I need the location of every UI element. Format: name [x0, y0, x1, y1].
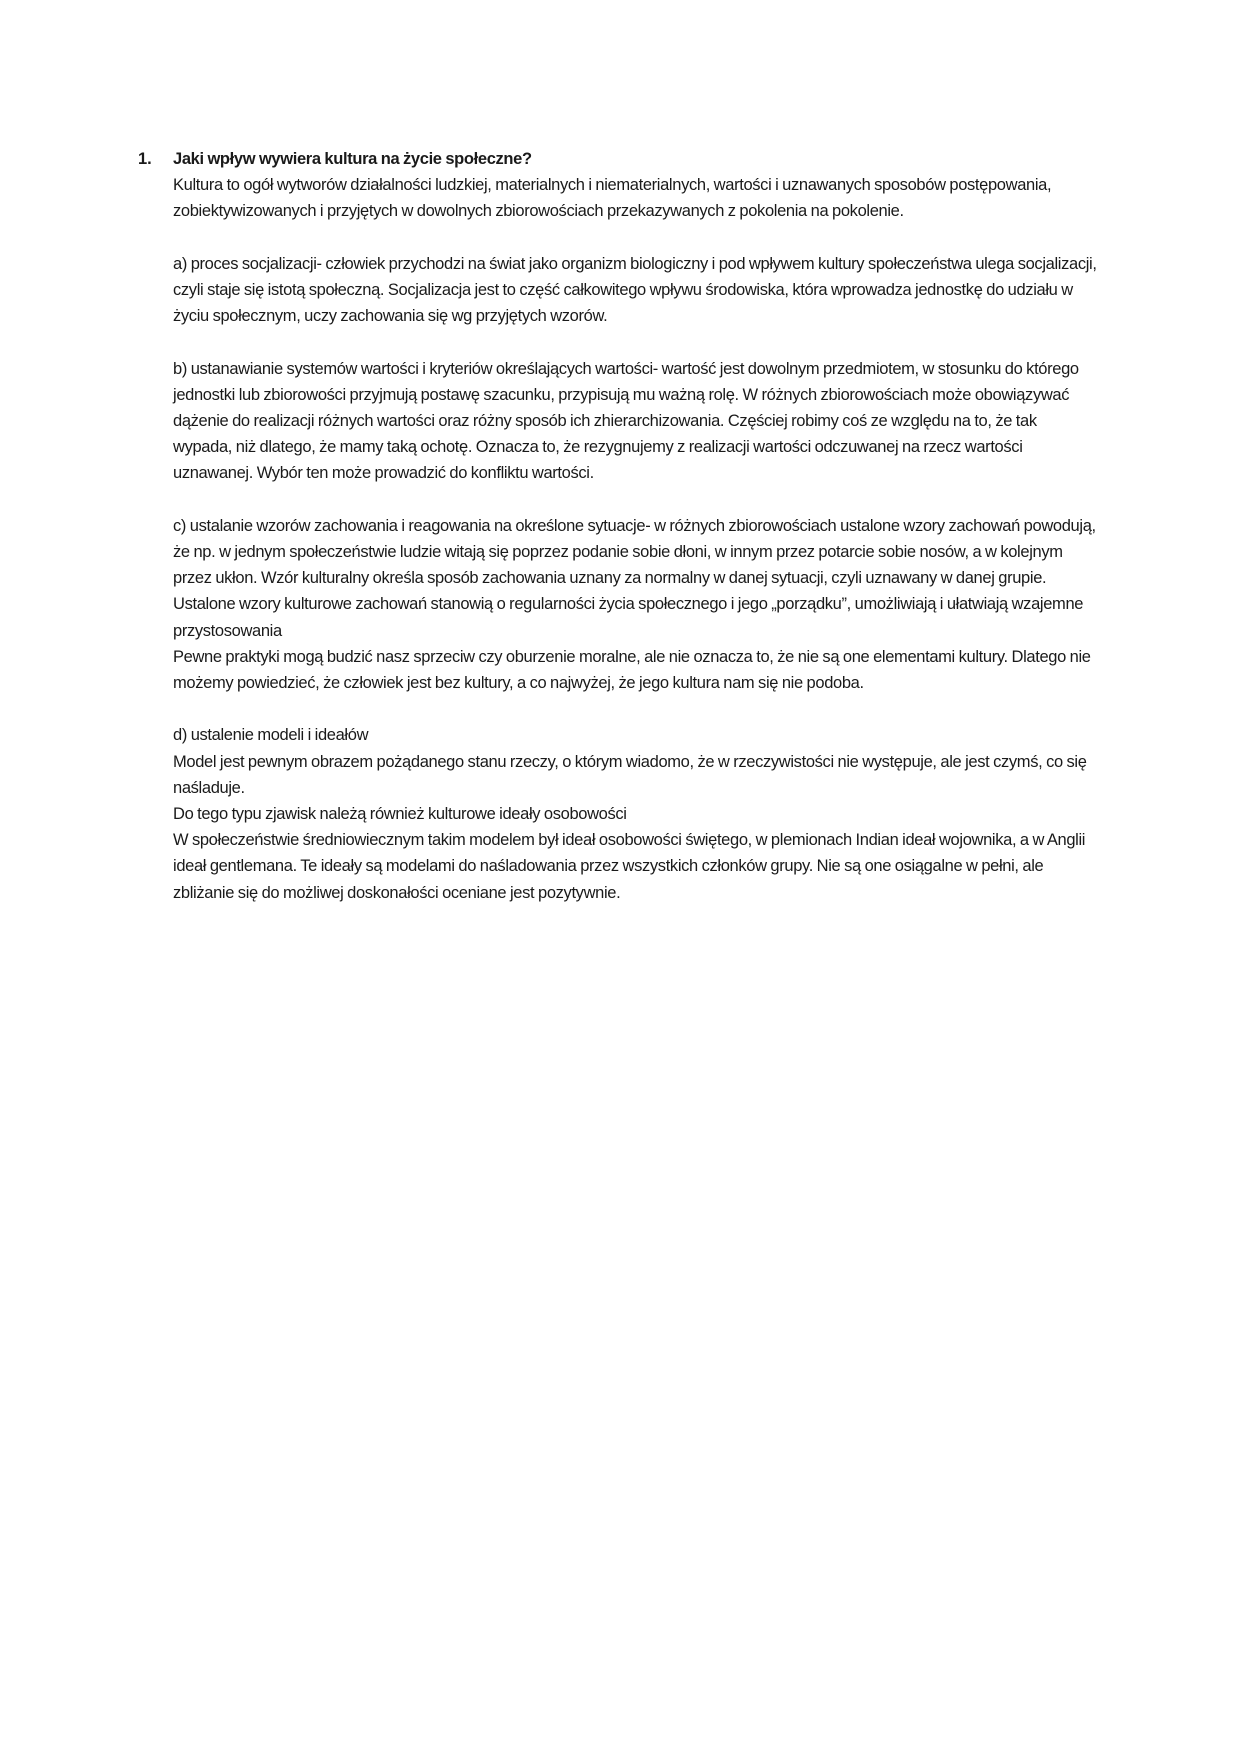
- section-d-paragraph-1: Model jest pewnym obrazem pożądanego stanu rzeczy, o którym wiadomo, że w rzeczywistości nie występuje, ale jest czymś, co się naśladuje.: [173, 752, 1087, 797]
- list-number: 1.: [138, 150, 152, 168]
- section-c-paragraph: c) ustalanie wzorów zachowania i reagowania na określone sytuacje- w różnych zbiorowościach ustalone wzory zachowań powodują, że np. w jednym społeczeństwie ludzie witają się poprzez podanie sobie dłoni, w innym przez potarcie sobie nosów, a w kolejnym przez ukłon. Wzór kulturalny określa sposób zachowania uznany za normalny w danej sytuacji, czyli uznawany w danej grupie. Ustalone wzory kulturowe zachowań stanowią o regularności życia społecznego i jego „porządku”, umożliwiają i ułatwiają wzajemne przystosowania: [173, 516, 1096, 640]
- section-d-paragraph-2: Do tego typu zjawisk należą również kulturowe ideały osobowości: [173, 805, 627, 824]
- section-b-paragraph: b) ustanawianie systemów wartości i kryteriów określających wartości- wartość jest dowolnym przedmiotem, w stosunku do którego jednostki lub zbiorowości przyjmują postawę szacunku, przypisują mu ważną rolę. W różnych zbiorowościach może obowiązywać dążenie do realizacji różnych wartości oraz różny sposób ich zhierarchizowania. Częściej robimy coś ze względu na to, że tak wypada, niż dlatego, że mamy taką ochotę. Oznacza to, że rezygnujemy z realizacji wartości odczuwanej na rzecz wartości uznawanej. Wybór ten może prowadzić do konfliktu wartości.: [173, 359, 1079, 483]
- section-a-paragraph: a) proces socjalizacji- człowiek przychodzi na świat jako organizm biologiczny i pod wpływem kultury społeczeństwa ulega socjalizacji, czyli staje się istotą społeczną. Socjalizacja jest to część całkowitego wpływu środowiska, która wprowadza jednostkę do udziału w życiu społecznym, uczy zachowania się wg przyjętych wzorów.: [173, 254, 1097, 326]
- question-item: [138, 146, 1098, 906]
- spacer: [173, 487, 1098, 513]
- section-c-paragraph-2: Pewne praktyki mogą budzić nasz sprzeciw czy oburzenie moralne, ale nie oznacza to, że nie są one elementami kultury. Dlatego nie możemy powiedzieć, że człowiek jest bez kultury, a co najwyżej, że jego kultura nam się nie podoba.: [173, 647, 1091, 693]
- spacer: [173, 696, 1098, 722]
- question-title: Jaki wpływ wywiera kultura na życie społeczne?: [173, 150, 532, 168]
- section-d-paragraph-3: W społeczeństwie średniowiecznym takim modelem był ideał osobowości świętego, w plemionach Indian ideał wojownika, a w Anglii ideał gentlemana. Te ideały są modelami do naśladowania przez wszystkich członków grupy. Nie są one osiągalne w pełni, ale zbliżanie się do możliwej doskonałości oceniane jest pozytywnie.: [173, 831, 1086, 902]
- intro-paragraph: Kultura to ogół wytworów działalności ludzkiej, materialnych i niematerialnych, wartości i uznawanych sposobów postępowania, zobiektywizowanych i przyjętych w dowolnych zbiorowościach przekazywanych z pokolenia na pokolenie.: [173, 176, 1052, 221]
- spacer: [173, 329, 1098, 355]
- section-d-heading: d) ustalenie modeli i ideałów: [173, 726, 369, 745]
- question-content: [173, 146, 1098, 906]
- spacer: [173, 225, 1098, 251]
